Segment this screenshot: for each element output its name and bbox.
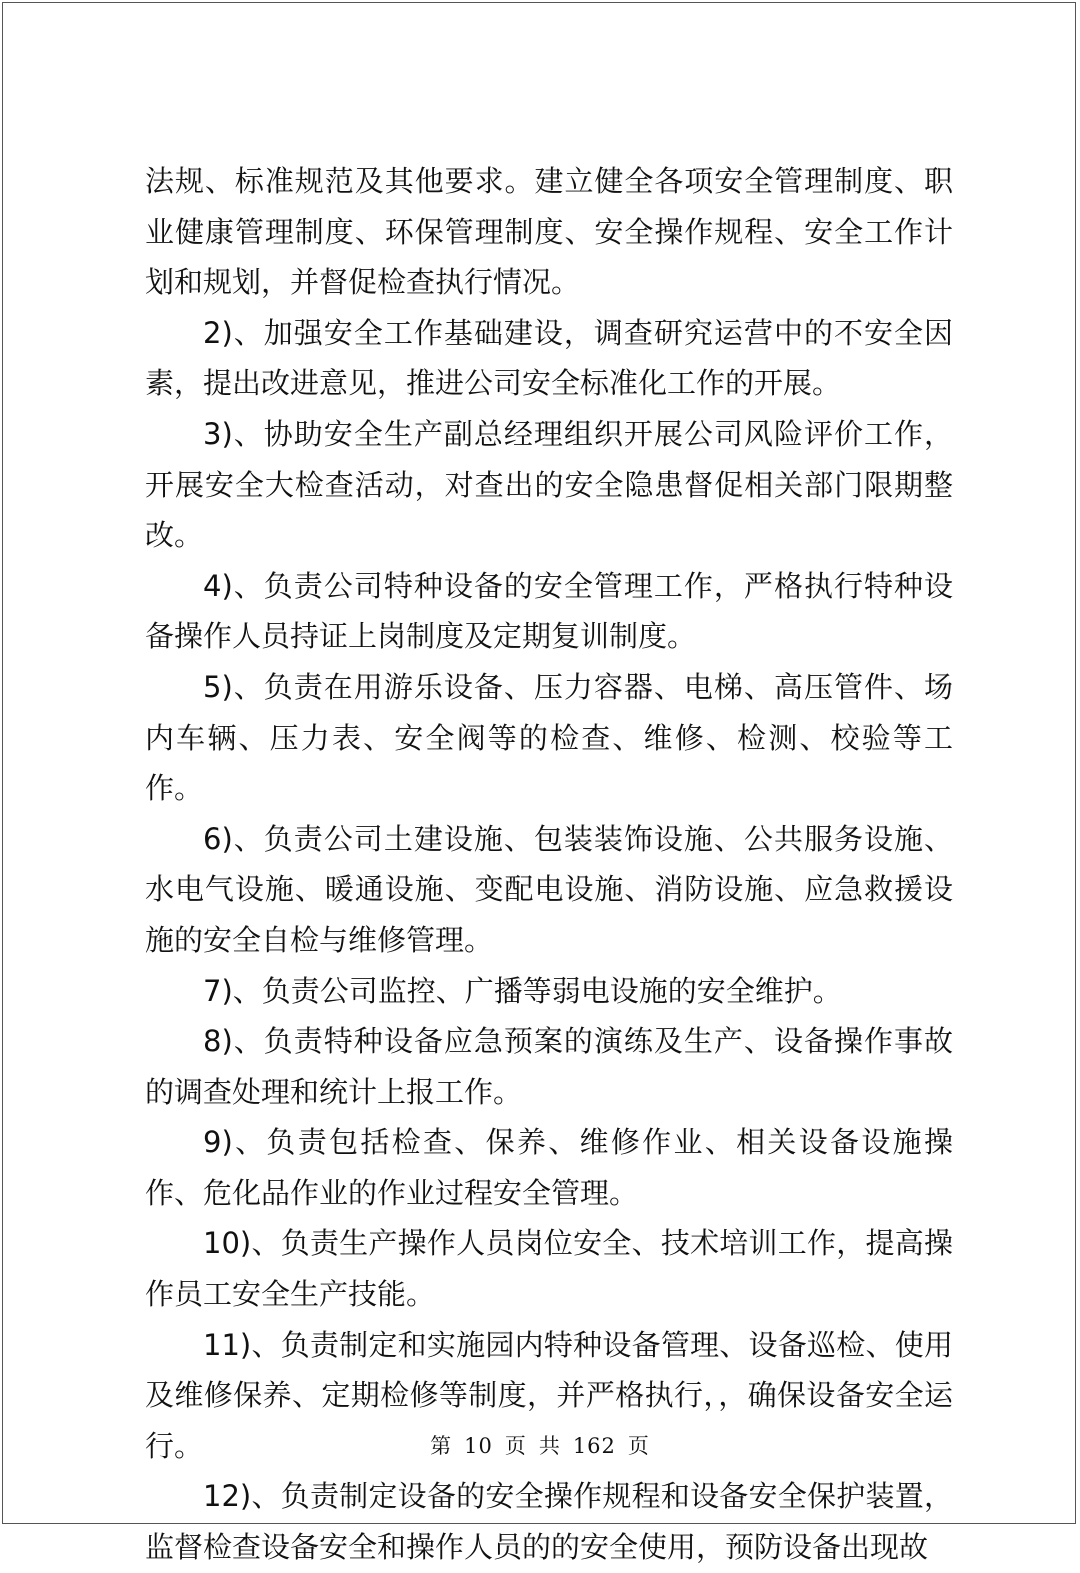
- footer-total-label: 页: [627, 1434, 650, 1458]
- paragraph-2: 2)、加强安全工作基础建设，调查研究运营中的不安全因素，提出改进意见，推进公司安全标准化工作的开展。: [145, 315, 953, 401]
- paragraph-10: 10)、负责生产操作人员岗位安全、技术培训工作，提高操作员工安全生产技能。: [145, 1226, 953, 1312]
- paragraph-6: 6)、负责公司土建设施、包装装饰设施、公共服务设施、水电气设施、暖通设施、变配电设施、消防设施、应急救援设施的安全自检与维修管理。: [145, 821, 953, 957]
- paragraph-1: 法规、标准规范及其他要求。建立健全各项安全管理制度、职业健康管理制度、环保管理制度、安全操作规程、安全工作计划和规划，并督促检查执行情况。: [145, 164, 953, 300]
- paragraph-3: 3)、协助安全生产副总经理组织开展公司风险评价工作，开展安全大检查活动，对查出的安全隐患督促相关部门限期整改。: [145, 416, 953, 553]
- document-body: [145, 156, 953, 1573]
- footer-current-page: 10: [464, 1434, 493, 1458]
- page-footer: [0, 1430, 1080, 1460]
- paragraph-12: 12)、负责制定设备的安全操作规程和设备安全保护装置，监督检查设备安全和操作人员的的安全使用，预防设备出现故: [145, 1479, 953, 1565]
- paragraph-7: 7)、负责公司监控、广播等弱电设施的安全维护。: [203, 973, 842, 1008]
- footer-total-prefix: 共: [538, 1434, 561, 1458]
- paragraph-5: 5)、负责在用游乐设备、压力容器、电梯、高压管件、场内车辆、压力表、安全阀等的检查、维修、检测、校验等工作。: [145, 669, 953, 806]
- footer-total-pages: 162: [572, 1434, 616, 1458]
- paragraph-4: 4)、负责公司特种设备的安全管理工作，严格执行特种设备操作人员持证上岗制度及定期复训制度。: [145, 568, 953, 654]
- paragraph-9: 9)、负责包括检查、保养、维修作业、相关设备设施操作、危化品作业的作业过程安全管理。: [145, 1125, 953, 1210]
- footer-page-label: 页: [504, 1434, 527, 1458]
- paragraph-11: 11)、负责制定和实施园内特种设备管理、设备巡检、使用及维修保养、定期检修等制度，并严格执行，，确保设备安全运行。: [145, 1327, 953, 1463]
- paragraph-8: 8)、负责特种设备应急预案的演练及生产、设备操作事故的调查处理和统计上报工作。: [145, 1024, 953, 1109]
- footer-prefix: 第: [430, 1434, 453, 1458]
